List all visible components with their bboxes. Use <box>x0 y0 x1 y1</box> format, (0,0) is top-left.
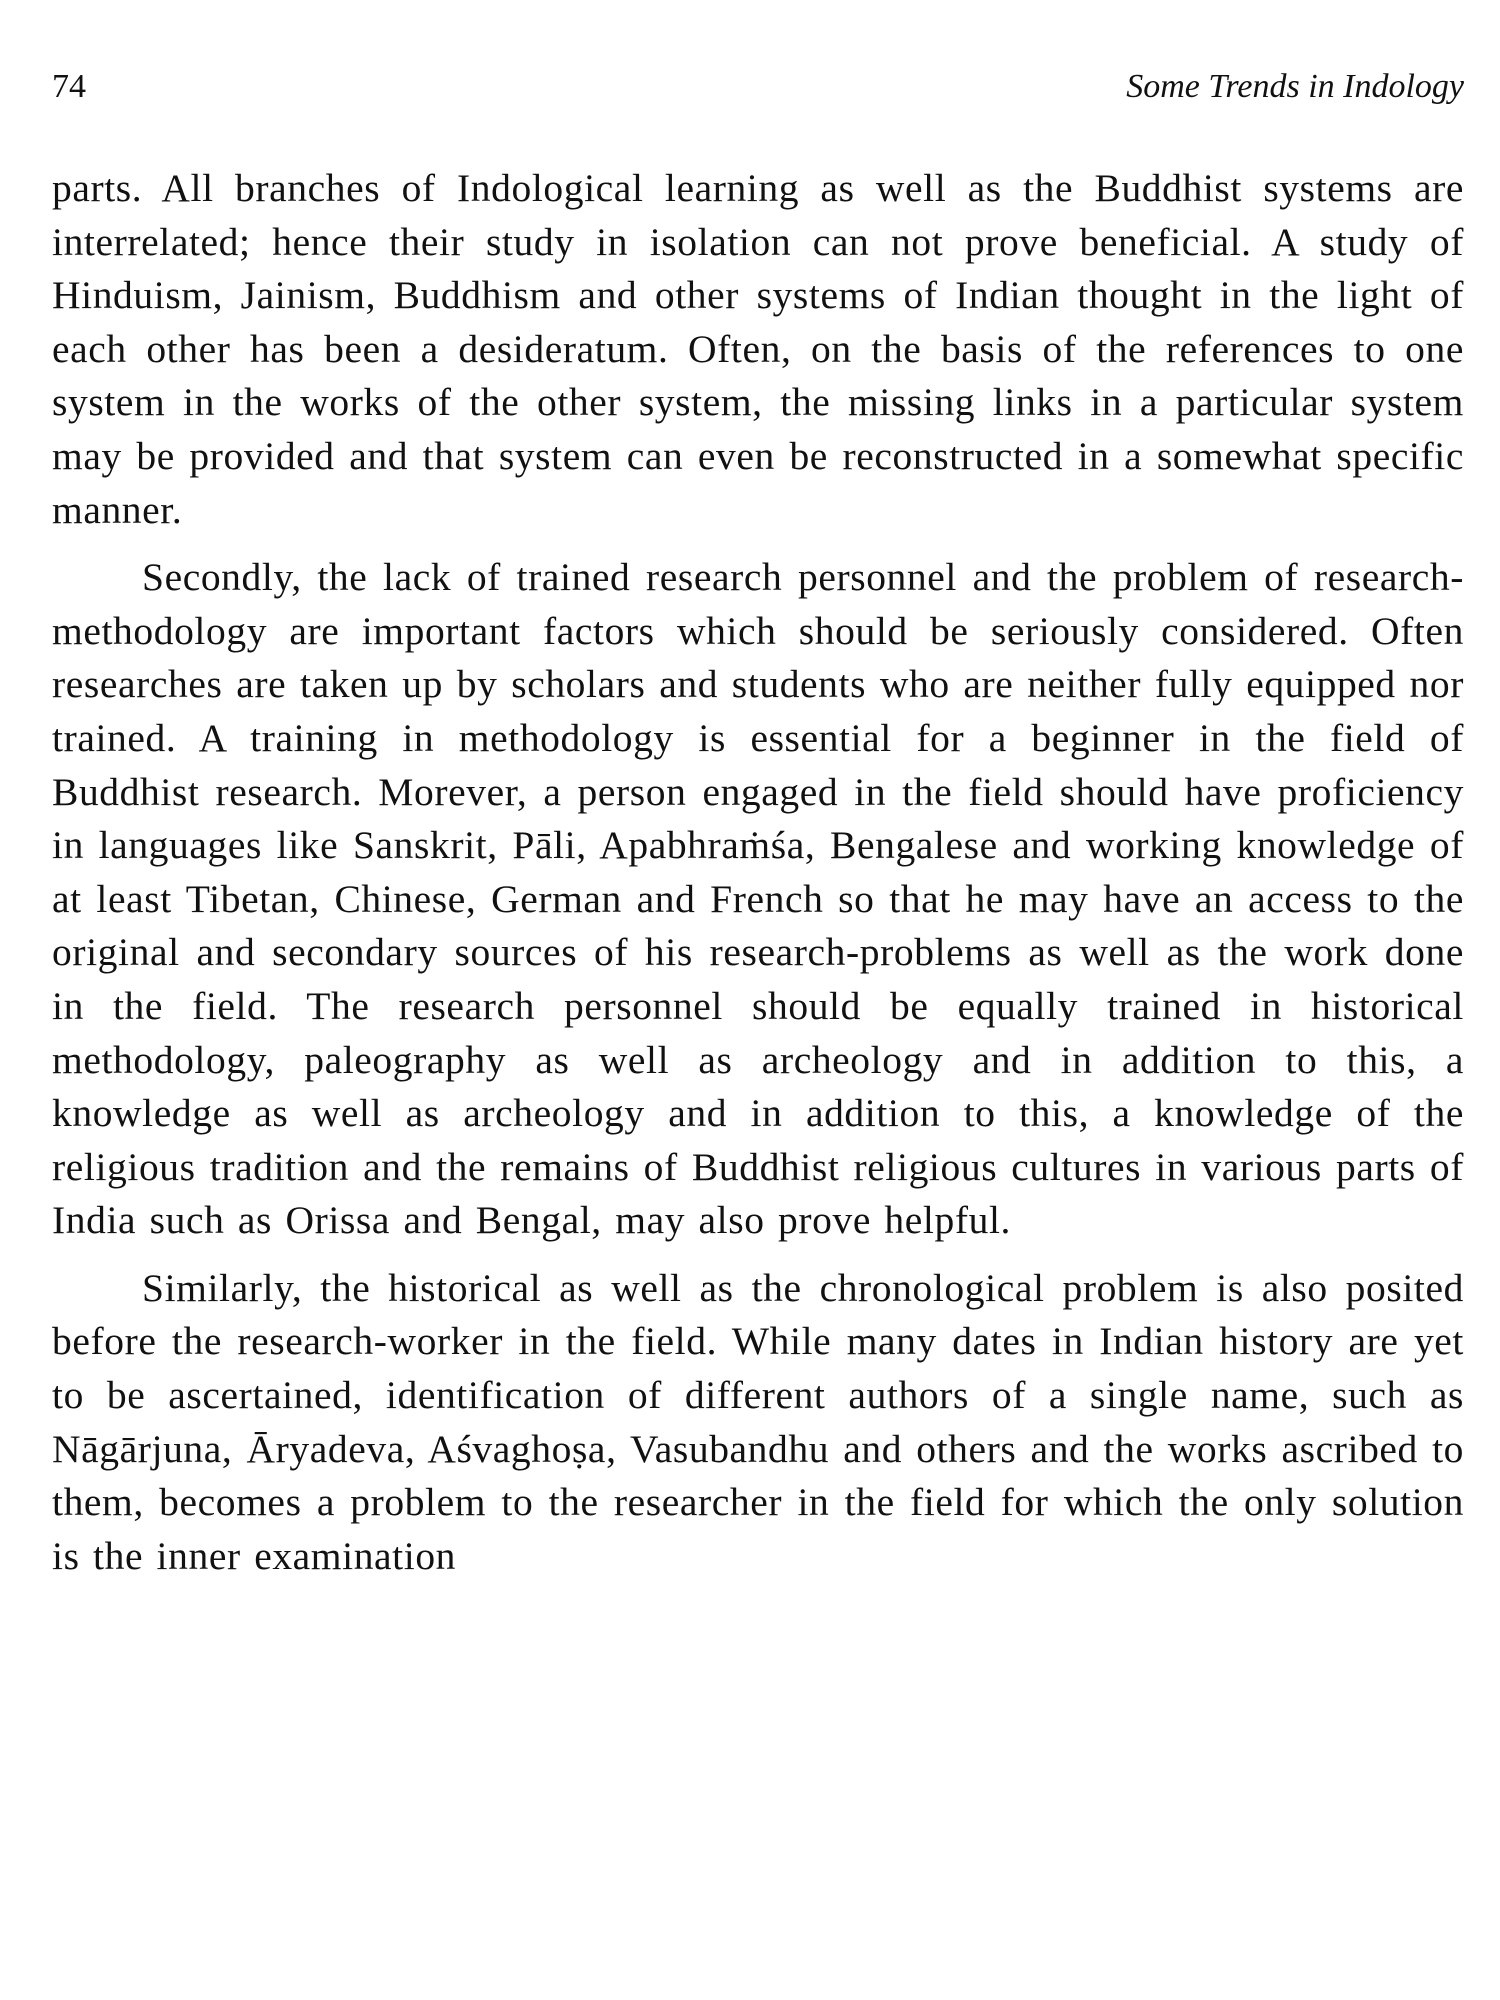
paragraph-2: Secondly, the lack of trained research personnel and the problem of research-methodology are important factors which should be seriously considered. Often researches are taken up by scholars and students who are neither fully equipped nor trained. A training in methodology is essential for a beginner in the field of Buddhist research. Morever, a person engaged in the field should have proficiency in languages like Sanskrit, Pāli, Apabhraṁśa, Bengalese and working knowledge of at least Tibetan, Chinese, German and French so that he may have an access to the original and secondary sources of his research-problems as well as the work done in the field. The research personnel should be equally trained in historical methodology, paleography as well as archeology and in addition to this, a knowledge as well as archeology and in addition to this, a knowledge of the religious tradition and the remains of Buddhist religious cultures in various parts of India such as Orissa and Bengal, may also prove helpful. <box>52 555 1464 1243</box>
body-text <box>52 162 1464 1583</box>
running-title: Some Trends in Indology <box>1126 68 1464 105</box>
paragraph-1: parts. All branches of Indological learning as well as the Buddhist systems are interrelated; hence their study in isolation can not prove beneficial. A study of Hinduism, Jainism, Buddhism and other systems of Indian thought in the light of each other has been a desideratum. Often, on the basis of the references to one system in the works of the other system, the missing links in a particular system may be provided and that system can even be reconstructed in a somewhat specific manner. <box>52 166 1464 532</box>
paragraph-3: Similarly, the historical as well as the chronological problem is also posited before the research-worker in the field. While many dates in Indian history are yet to be ascertained, identification of different authors of a single name, such as Nāgārjuna, Āryadeva, Aśvaghoṣa, Vasubandhu and others and the works ascribed to them, becomes a problem to the researcher in the field for which the only solution is the inner examination <box>52 1265 1464 1578</box>
running-head <box>52 62 1464 112</box>
page-number: 74 <box>52 68 86 105</box>
